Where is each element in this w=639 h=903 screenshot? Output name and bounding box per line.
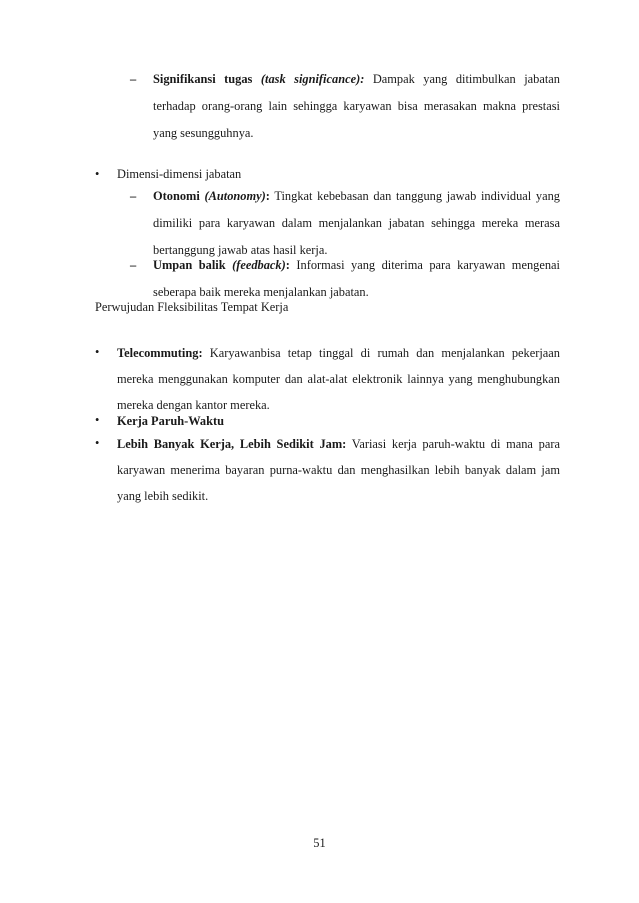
term: Telecommuting: [117,346,203,360]
definition: Dampak yang ditimbulkan jabatan terhadap orang-orang lain sehingga karyawan bisa merasakan makna prestasi yang sesungguhnya. [153,72,560,140]
sub-item-text [153,252,560,306]
term-english: (task significance): [260,72,365,86]
bullet-marker: • [95,436,100,450]
dash-marker: – [130,189,137,203]
definition: Tingkat kebebasan dan tanggung jawab individual yang dimiliki para karyawan dalam menjalankan jabatan sehingga mereka merasa bertanggung jawab atas hasil kerja. [153,189,560,257]
job-dimensions-heading: Dimensi-dimensi jabatan [117,167,242,181]
term: Lebih Banyak Kerja, Lebih Sedikit Jam: [117,437,347,451]
definition: Karyawanbisa tetap tinggal di rumah dan menjalankan pekerjaan mereka menggunakan komputer dan alat-alat elektronik lainnya yang menghubungkan mereka dengan kantor mereka. [117,346,560,412]
sub-item-text [153,66,560,147]
dash-marker: – [130,72,137,86]
page-number: 51 [313,836,326,850]
term: Umpan balik [153,258,226,272]
term: Otonomi [153,189,200,203]
bullet-item-text [117,431,560,509]
term-english: (feedback) [232,258,286,272]
dash-marker: – [130,258,137,272]
bullet-marker: • [95,413,100,427]
term-colon: : [265,189,270,203]
section-heading: Perwujudan Fleksibilitas Tempat Kerja [95,300,289,314]
term: Kerja Paruh-Waktu [117,414,225,428]
bullet-marker: • [95,167,100,181]
bullet-marker: • [95,345,100,359]
definition: Variasi kerja paruh-waktu di mana para karyawan menerima bayaran purna-waktu dan menghasilkan lebih banyak dalam jam yang lebih sedikit. [117,437,560,503]
bullet-item-text [117,340,560,418]
definition: Informasi yang diterima para karyawan mengenai seberapa baik mereka menjalankan jabatan. [153,258,560,299]
term-english: (Autonomy) [204,189,266,203]
term: Signifikansi tugas [153,72,253,86]
term-colon: : [285,258,290,272]
